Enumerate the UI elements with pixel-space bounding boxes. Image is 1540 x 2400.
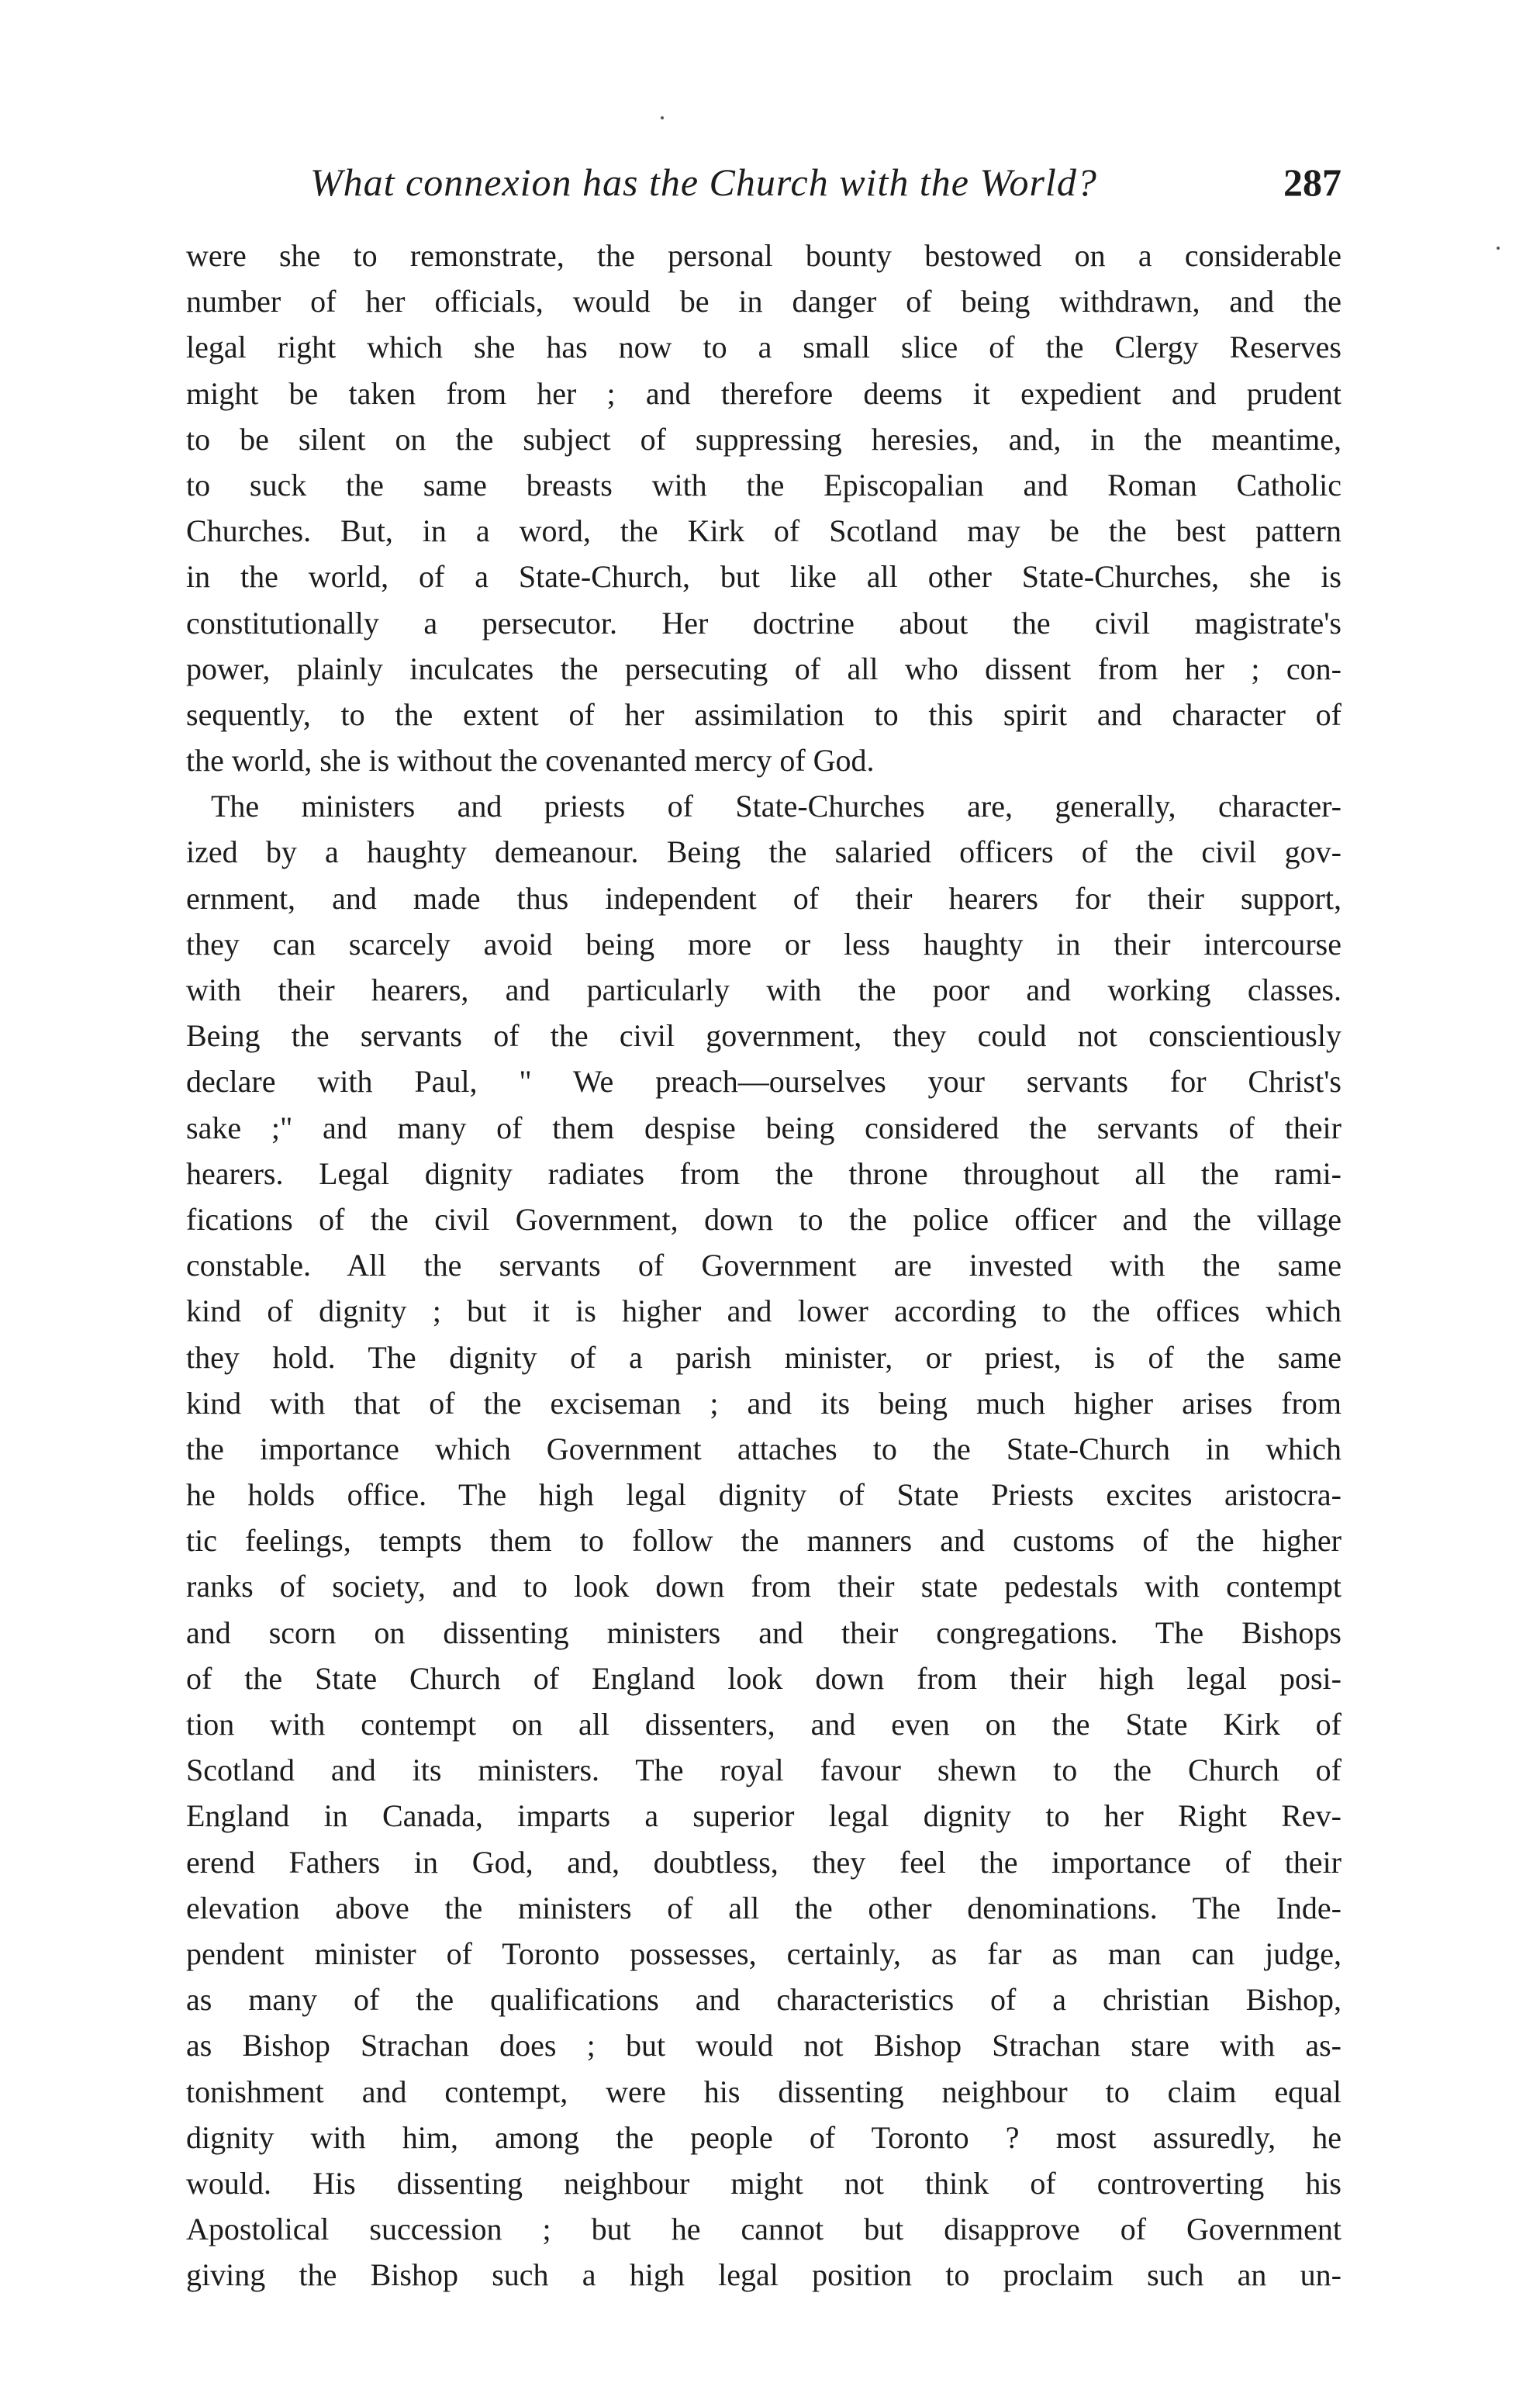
text-line: tion with contempt on all dissenters, and even on the State Kirk of: [186, 1707, 1341, 1742]
text-line: power, plainly inculcates the persecuting of all who dissent from her ; con-: [186, 651, 1341, 686]
text-line: might be taken from her ; and therefore deems it expedient and prudent: [186, 375, 1341, 411]
text-line: they hold. The dignity of a parish minister, or priest, is of the same: [186, 1339, 1341, 1375]
text-line: pendent minister of Toronto possesses, certainly, as far as man can judge,: [186, 1936, 1341, 1971]
text-line: tonishment and contempt, were his dissenting neighbour to claim equal: [186, 2074, 1341, 2109]
text-line: they can scarcely avoid being more or less haughty in their intercourse: [186, 926, 1341, 962]
text-line: as Bishop Strachan does ; but would not Bishop Strachan stare with as-: [186, 2028, 1341, 2063]
text-line: kind of dignity ; but it is higher and lower according to the offices which: [186, 1293, 1341, 1329]
print-speck: [1497, 247, 1500, 250]
text-line: The ministers and priests of State-Churches are, generally, character-: [211, 789, 1341, 824]
text-line: England in Canada, imparts a superior legal dignity to her Right Rev-: [186, 1798, 1341, 1834]
body-text: [186, 233, 1341, 2298]
text-line: sequently, to the extent of her assimilation to this spirit and character of: [186, 696, 1341, 732]
text-line: would. His dissenting neighbour might not think of controverting his: [186, 2165, 1341, 2201]
running-title: What connexion has the Church with the World?: [310, 161, 1097, 204]
text-line: the world, she is without the covenanted mercy of God.: [186, 743, 875, 779]
text-line: in the world, of a State-Church, but like all other State-Churches, she is: [186, 559, 1341, 595]
text-line: sake ;" and many of them despise being considered the servants of their: [186, 1110, 1341, 1145]
text-line: were she to remonstrate, the personal bounty bestowed on a considerable: [186, 238, 1341, 273]
text-line: Apostolical succession ; but he cannot but disapprove of Government: [186, 2212, 1341, 2247]
print-speck: [661, 116, 664, 119]
text-line: erend Fathers in God, and, doubtless, they feel the importance of their: [186, 1844, 1341, 1880]
text-line: elevation above the ministers of all the other denominations. The Inde-: [186, 1890, 1341, 1925]
text-line: Churches. But, in a word, the Kirk of Scotland may be the best pattern: [186, 513, 1341, 549]
text-line: to be silent on the subject of suppressing heresies, and, in the meantime,: [186, 421, 1341, 457]
text-line: tic feelings, tempts them to follow the manners and customs of the higher: [186, 1523, 1341, 1559]
page-number: 287: [1283, 161, 1341, 204]
text-line: he holds office. The high legal dignity of State Priests excites aristocra-: [186, 1477, 1341, 1513]
text-line: declare with Paul, " We preach—ourselves your servants for Christ's: [186, 1064, 1341, 1100]
text-line: legal right which she has now to a small slice of the Clergy Reserves: [186, 330, 1341, 365]
text-line: Being the servants of the civil government, they could not conscientiously: [186, 1018, 1341, 1054]
text-line: fications of the civil Government, down to the police officer and the village: [186, 1201, 1341, 1237]
text-line: ernment, and made thus independent of their hearers for their support,: [186, 880, 1341, 916]
text-line: kind with that of the exciseman ; and its being much higher arises from: [186, 1385, 1341, 1421]
text-line: of the State Church of England look down from their high legal posi-: [186, 1660, 1341, 1696]
text-line: constitutionally a persecutor. Her doctrine about the civil magistrate's: [186, 605, 1341, 641]
text-line: with their hearers, and particularly with the poor and working classes.: [186, 972, 1341, 1007]
text-line: the importance which Government attaches to the State-Church in which: [186, 1431, 1341, 1466]
text-line: constable. All the servants of Government are invested with the same: [186, 1248, 1341, 1283]
text-line: number of her officials, would be in danger of being withdrawn, and the: [186, 284, 1341, 319]
text-line: Scotland and its ministers. The royal favour shewn to the Church of: [186, 1753, 1341, 1788]
text-line: to suck the same breasts with the Episcopalian and Roman Catholic: [186, 467, 1341, 502]
text-line: hearers. Legal dignity radiates from the throne throughout all the rami-: [186, 1155, 1341, 1191]
text-line: as many of the qualifications and characteristics of a christian Bishop,: [186, 1982, 1341, 2018]
text-line: and scorn on dissenting ministers and their congregations. The Bishops: [186, 1614, 1341, 1650]
text-line: ranks of society, and to look down from their state pedestals with contempt: [186, 1569, 1341, 1604]
page-header: [310, 147, 1341, 217]
text-line: ized by a haughty demeanour. Being the salaried officers of the civil gov-: [186, 834, 1341, 870]
text-line: giving the Bishop such a high legal position to proclaim such an un-: [186, 2257, 1341, 2293]
text-line: dignity with him, among the people of Toronto ? most assuredly, he: [186, 2119, 1341, 2155]
